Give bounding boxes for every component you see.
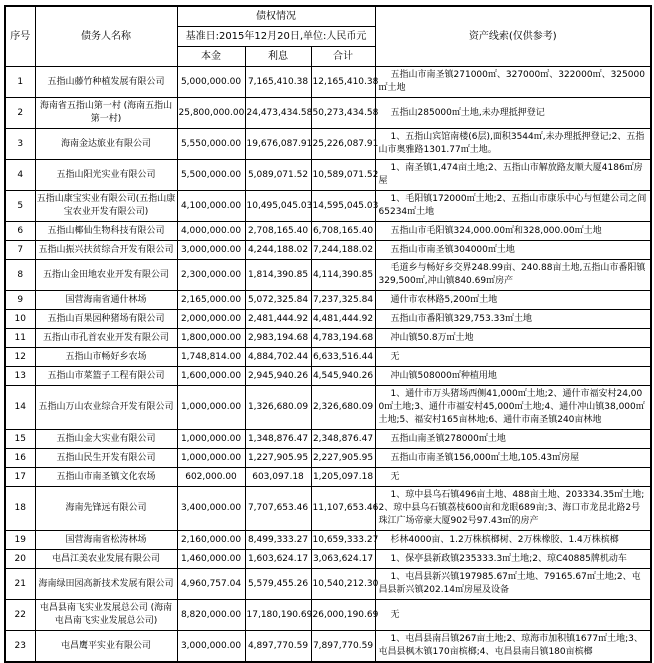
cell-debtor-name: 屯昌县南飞实业发展总公司 (海南屯昌南飞实业发展总公司): [35, 600, 177, 631]
table-row: [5, 291, 651, 310]
cell-interest: 603,097.18: [245, 468, 311, 487]
cell-principal: 2,165,000.00: [177, 291, 245, 310]
cell-asset-clues: 毛道乡与畅好乡交界248.99亩、240.88亩土地,五指山市番阳镇329,500㎡,冲山镇840.69㎡房产: [375, 260, 651, 291]
cell-interest: 1,326,680.09: [245, 386, 311, 430]
cell-principal: 4,960,757.04: [177, 569, 245, 600]
table-row: [5, 98, 651, 129]
cell-asset-clues: 冲山镇508000㎡种植用地: [375, 367, 651, 386]
table-row: [5, 550, 651, 569]
cell-total: 10,589,071.52: [311, 160, 375, 191]
table-header: [5, 6, 651, 67]
cell-asset-clues: 五指山市南圣镇271000㎡、327000㎡、322000㎡、325000㎡土地: [375, 67, 651, 98]
col-header-assets: 资产线索(仅供参考): [375, 6, 651, 67]
cell-debtor-name: 屯昌江美农业发展有限公司: [35, 550, 177, 569]
cell-asset-clues: 1、屯昌县新兴镇197985.67㎡土地、79165.67㎡土地;2、屯昌县新兴镇202.14㎡房屋及设备: [375, 569, 651, 600]
col-header-debt-group: 债权情况: [177, 6, 375, 27]
cell-serial-number: 3: [5, 129, 35, 160]
table-row: [5, 348, 651, 367]
table-row: [5, 260, 651, 291]
cell-asset-clues: 1、屯昌县南吕镇267亩土地;2、琼海市加积镇1677㎡土地;3、屯昌县枫木镇170亩槟榔;4、屯昌县南吕镇180亩槟榔: [375, 631, 651, 663]
cell-asset-clues: 五指山市南圣镇304000㎡土地: [375, 241, 651, 260]
cell-asset-clues: 通什市农林路5,200㎡土地: [375, 291, 651, 310]
cell-serial-number: 8: [5, 260, 35, 291]
cell-serial-number: 5: [5, 191, 35, 222]
cell-debtor-name: 五指山阳光实业有限公司: [35, 160, 177, 191]
cell-interest: 5,072,325.84: [245, 291, 311, 310]
cell-principal: 1,600,000.00: [177, 367, 245, 386]
cell-principal: 8,820,000.00: [177, 600, 245, 631]
cell-total: 1,205,097.18: [311, 468, 375, 487]
cell-interest: 4,884,702.44: [245, 348, 311, 367]
cell-total: 3,063,624.17: [311, 550, 375, 569]
cell-total: 7,244,188.02: [311, 241, 375, 260]
cell-interest: 2,708,165.40: [245, 222, 311, 241]
cell-total: 14,595,045.03: [311, 191, 375, 222]
cell-total: 2,326,680.09: [311, 386, 375, 430]
cell-serial-number: 10: [5, 310, 35, 329]
cell-debtor-name: 五指山市南圣镇文化农场: [35, 468, 177, 487]
cell-debtor-name: 五指山康宝实业有限公司(五指山康宝农业开发有限公司): [35, 191, 177, 222]
cell-interest: 8,499,333.27: [245, 531, 311, 550]
cell-total: 11,107,653.46: [311, 487, 375, 531]
cell-serial-number: 2: [5, 98, 35, 129]
col-header-basis-date: 基准日:2015年12月20日,单位:人民币元: [177, 27, 375, 47]
cell-interest: 19,676,087.91: [245, 129, 311, 160]
cell-debtor-name: 五指山市孔首农业开发有限公司: [35, 329, 177, 348]
cell-serial-number: 7: [5, 241, 35, 260]
cell-total: 26,000,190.69: [311, 600, 375, 631]
cell-total: 4,481,444.92: [311, 310, 375, 329]
table-row: [5, 329, 651, 348]
cell-total: 10,659,333.27: [311, 531, 375, 550]
debtor-claims-table: [4, 5, 652, 663]
cell-interest: 1,227,905.95: [245, 449, 311, 468]
cell-principal: 2,160,000.00: [177, 531, 245, 550]
table-row: [5, 222, 651, 241]
cell-debtor-name: 五指山金田地农业开发有限公司: [35, 260, 177, 291]
cell-serial-number: 9: [5, 291, 35, 310]
cell-asset-clues: 五指山市毛阳镇324,000.00㎡和328,000.00㎡土地: [375, 222, 651, 241]
cell-serial-number: 19: [5, 531, 35, 550]
cell-serial-number: 4: [5, 160, 35, 191]
cell-asset-clues: 1、南圣镇1,474亩土地;2、五指山市解放路友顺大厦4186㎡房屋: [375, 160, 651, 191]
col-header-principal: 本金: [177, 47, 245, 67]
cell-serial-number: 22: [5, 600, 35, 631]
cell-asset-clues: 无: [375, 468, 651, 487]
cell-interest: 2,945,940.26: [245, 367, 311, 386]
cell-debtor-name: 五指山椰仙生物科技有限公司: [35, 222, 177, 241]
cell-principal: 25,800,000.00: [177, 98, 245, 129]
table-row: [5, 531, 651, 550]
cell-interest: 2,481,444.92: [245, 310, 311, 329]
cell-serial-number: 13: [5, 367, 35, 386]
table-row: [5, 129, 651, 160]
cell-serial-number: 16: [5, 449, 35, 468]
cell-asset-clues: 五指山南圣镇278000㎡土地: [375, 430, 651, 449]
cell-debtor-name: 五指山万山农业综合开发有限公司: [35, 386, 177, 430]
cell-interest: 4,244,188.02: [245, 241, 311, 260]
table-row: [5, 386, 651, 430]
table-body: [5, 67, 651, 663]
cell-debtor-name: 五指山市畅好乡农场: [35, 348, 177, 367]
cell-debtor-name: 五指山民生开发有限公司: [35, 449, 177, 468]
cell-serial-number: 6: [5, 222, 35, 241]
col-header-total: 合计: [311, 47, 375, 67]
col-header-interest: 利息: [245, 47, 311, 67]
col-header-no: 序号: [5, 6, 35, 67]
cell-debtor-name: 五指山百果园种猪场有限公司: [35, 310, 177, 329]
cell-total: 2,227,905.95: [311, 449, 375, 468]
cell-asset-clues: 1、五指山宾馆南楼(6层),面积3544㎡,未办理抵押登记;2、五指山市奥雅路1301.77㎡土地。: [375, 129, 651, 160]
cell-serial-number: 21: [5, 569, 35, 600]
cell-total: 25,226,087.91: [311, 129, 375, 160]
cell-total: 4,114,390.85: [311, 260, 375, 291]
cell-asset-clues: 杉林4000亩、1.2万株槟榔树、2万株橡胶、1.4万株槟榔: [375, 531, 651, 550]
cell-debtor-name: 五指山振兴扶贫综合开发有限公司: [35, 241, 177, 260]
cell-principal: 1,000,000.00: [177, 430, 245, 449]
cell-asset-clues: 1、保亭县新政镇235333.3㎡土地;2、琼C40885牌机动车: [375, 550, 651, 569]
table-row: [5, 468, 651, 487]
cell-principal: 1,460,000.00: [177, 550, 245, 569]
cell-interest: 5,089,071.52: [245, 160, 311, 191]
cell-serial-number: 18: [5, 487, 35, 531]
cell-interest: 1,603,624.17: [245, 550, 311, 569]
cell-serial-number: 14: [5, 386, 35, 430]
cell-asset-clues: 1、毛阳镇172000㎡土地;2、五指山市康乐中心与恒建公司之间65234㎡土地: [375, 191, 651, 222]
cell-total: 12,165,410.38: [311, 67, 375, 98]
cell-principal: 602,000.00: [177, 468, 245, 487]
cell-debtor-name: 国营海南省松涛林场: [35, 531, 177, 550]
cell-principal: 5,550,000.00: [177, 129, 245, 160]
col-header-debtor: 债务人名称: [35, 6, 177, 67]
cell-total: 50,273,434.58: [311, 98, 375, 129]
table-row: [5, 631, 651, 663]
cell-asset-clues: 无: [375, 348, 651, 367]
cell-asset-clues: 1、琼中县乌石镇496亩土地、488亩土地、203334.35㎡土地;2、琼中县乌石镇荔枝600亩和龙眼689亩;3、海口市龙昆北路2号珠江广场帝豪大厦902号97.43㎡的房产: [375, 487, 651, 531]
cell-asset-clues: 冲山镇50.8万㎡土地: [375, 329, 651, 348]
table-row: [5, 160, 651, 191]
cell-debtor-name: 海南金达旅业有限公司: [35, 129, 177, 160]
cell-serial-number: 15: [5, 430, 35, 449]
cell-asset-clues: 1、通什市万头猪场西侧41,000㎡土地;2、通什市福安村24,000㎡土地;3、通什市福安村45,000㎡土地;4、通什冲山镇38,000㎡土地;5、福安村165亩林地;6、通什市南圣镇240亩林地: [375, 386, 651, 430]
cell-interest: 7,707,653.46: [245, 487, 311, 531]
cell-interest: 17,180,190.69: [245, 600, 311, 631]
cell-interest: 2,983,194.68: [245, 329, 311, 348]
table-row: [5, 569, 651, 600]
cell-interest: 1,348,876.47: [245, 430, 311, 449]
cell-principal: 2,300,000.00: [177, 260, 245, 291]
cell-principal: 5,000,000.00: [177, 67, 245, 98]
cell-interest: 5,579,455.26: [245, 569, 311, 600]
cell-total: 6,633,516.44: [311, 348, 375, 367]
cell-serial-number: 17: [5, 468, 35, 487]
cell-total: 4,545,940.26: [311, 367, 375, 386]
cell-debtor-name: 海南绿田园高新技术发展有限公司: [35, 569, 177, 600]
cell-asset-clues: 五指山市南圣镇156,000㎡土地,105.43㎡房屋: [375, 449, 651, 468]
cell-total: 4,783,194.68: [311, 329, 375, 348]
cell-total: 7,237,325.84: [311, 291, 375, 310]
table-row: [5, 67, 651, 98]
table-row: [5, 367, 651, 386]
cell-asset-clues: 五指山285000㎡土地,未办理抵押登记: [375, 98, 651, 129]
cell-debtor-name: 五指山藤竹种植发展有限公司: [35, 67, 177, 98]
cell-principal: 1,800,000.00: [177, 329, 245, 348]
cell-principal: 4,000,000.00: [177, 222, 245, 241]
cell-debtor-name: 屯昌鹰平实业有限公司: [35, 631, 177, 663]
cell-asset-clues: 无: [375, 600, 651, 631]
cell-interest: 4,897,770.59: [245, 631, 311, 663]
table-row: [5, 430, 651, 449]
cell-serial-number: 23: [5, 631, 35, 663]
cell-serial-number: 1: [5, 67, 35, 98]
cell-interest: 1,814,390.85: [245, 260, 311, 291]
table-row: [5, 191, 651, 222]
cell-debtor-name: 国营海南省通什林场: [35, 291, 177, 310]
cell-principal: 2,000,000.00: [177, 310, 245, 329]
cell-serial-number: 11: [5, 329, 35, 348]
cell-total: 7,897,770.59: [311, 631, 375, 663]
table-row: [5, 487, 651, 531]
cell-serial-number: 12: [5, 348, 35, 367]
cell-total: 10,540,212.30: [311, 569, 375, 600]
cell-debtor-name: 五指山市菜篮子工程有限公司: [35, 367, 177, 386]
cell-interest: 10,495,045.03: [245, 191, 311, 222]
cell-serial-number: 20: [5, 550, 35, 569]
cell-principal: 1,748,814.00: [177, 348, 245, 367]
cell-interest: 24,473,434.58: [245, 98, 311, 129]
cell-total: 2,348,876.47: [311, 430, 375, 449]
cell-principal: 5,500,000.00: [177, 160, 245, 191]
table-row: [5, 600, 651, 631]
table-row: [5, 449, 651, 468]
cell-debtor-name: 五指山金大实业有限公司: [35, 430, 177, 449]
cell-principal: 1,000,000.00: [177, 449, 245, 468]
cell-principal: 3,000,000.00: [177, 631, 245, 663]
cell-debtor-name: 海南省五指山第一村 (海南五指山第一村): [35, 98, 177, 129]
table-row: [5, 241, 651, 260]
cell-interest: 7,165,410.38: [245, 67, 311, 98]
cell-principal: 3,400,000.00: [177, 487, 245, 531]
cell-principal: 4,100,000.00: [177, 191, 245, 222]
cell-debtor-name: 海南先锋远有限公司: [35, 487, 177, 531]
cell-principal: 1,000,000.00: [177, 386, 245, 430]
cell-principal: 3,000,000.00: [177, 241, 245, 260]
cell-asset-clues: 五指山市番阳镇329,753.33㎡土地: [375, 310, 651, 329]
table-row: [5, 310, 651, 329]
cell-total: 6,708,165.40: [311, 222, 375, 241]
